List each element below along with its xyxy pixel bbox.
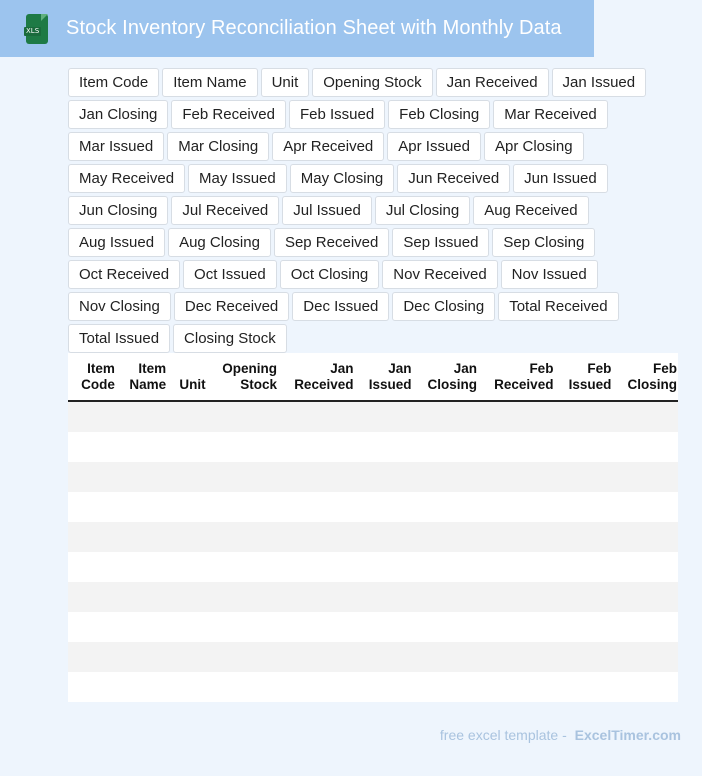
table-row [68, 432, 678, 462]
field-chip-panel [58, 68, 688, 356]
field-chip[interactable]: Jun Issued [513, 164, 608, 193]
table-cell[interactable] [167, 522, 206, 552]
table-cell[interactable] [478, 552, 554, 582]
table-cell[interactable] [167, 432, 206, 462]
column-header-text: Jan [388, 361, 412, 376]
table-cell[interactable] [554, 492, 612, 522]
field-chip[interactable]: Mar Issued [68, 132, 164, 161]
column-header-text: Name [129, 377, 167, 392]
table-cell[interactable] [612, 462, 678, 492]
table-cell[interactable] [207, 612, 278, 642]
field-chip[interactable]: Dec Issued [292, 292, 389, 321]
table-cell[interactable] [412, 462, 478, 492]
table-row [68, 401, 678, 432]
column-header [116, 353, 167, 401]
table-cell[interactable] [68, 462, 116, 492]
table-cell[interactable] [278, 492, 354, 522]
table-cell[interactable] [554, 401, 612, 432]
table-cell[interactable] [207, 401, 278, 432]
table-cell[interactable] [116, 552, 167, 582]
table-cell[interactable] [207, 642, 278, 672]
template-table [68, 353, 678, 702]
table-cell[interactable] [278, 642, 354, 672]
table-cell[interactable] [116, 672, 167, 702]
table-cell[interactable] [278, 432, 354, 462]
table-cell[interactable] [412, 522, 478, 552]
table-cell[interactable] [207, 492, 278, 522]
column-header [478, 353, 554, 401]
table-cell[interactable] [554, 552, 612, 582]
column-header-text: Feb [529, 361, 554, 376]
field-chip[interactable]: Nov Issued [501, 260, 598, 289]
table-cell[interactable] [68, 612, 116, 642]
field-chip[interactable]: Nov Closing [68, 292, 171, 321]
footer-credit [440, 727, 681, 743]
table-cell[interactable] [278, 522, 354, 552]
field-chip[interactable]: Dec Closing [392, 292, 495, 321]
table-cell[interactable] [116, 522, 167, 552]
table-cell[interactable] [612, 522, 678, 552]
table-cell[interactable] [68, 672, 116, 702]
table-cell[interactable] [167, 492, 206, 522]
table-cell[interactable] [167, 672, 206, 702]
table-cell[interactable] [68, 432, 116, 462]
column-header-text: Opening [222, 361, 277, 376]
field-chip[interactable]: Aug Issued [68, 228, 165, 257]
table-cell[interactable] [278, 401, 354, 432]
table-cell[interactable] [478, 462, 554, 492]
column-header-text: Feb [652, 361, 677, 376]
table-cell[interactable] [478, 432, 554, 462]
table-cell[interactable] [207, 432, 278, 462]
table-cell[interactable] [412, 612, 478, 642]
field-chip[interactable]: Mar Closing [167, 132, 269, 161]
table-cell[interactable] [612, 552, 678, 582]
field-chip[interactable]: Apr Received [272, 132, 384, 161]
column-header-text: Received [494, 377, 554, 392]
column-header [354, 353, 412, 401]
field-chip[interactable]: Jan Received [436, 68, 549, 97]
table-cell[interactable] [354, 612, 412, 642]
column-header-text: Jan [453, 361, 477, 376]
field-chip[interactable]: Sep Issued [392, 228, 489, 257]
field-chip[interactable]: Jun Closing [68, 196, 168, 225]
table-row [68, 582, 678, 612]
field-chip[interactable]: Feb Received [171, 100, 286, 129]
table-cell[interactable] [278, 552, 354, 582]
field-chip[interactable]: Jan Issued [552, 68, 647, 97]
column-header [278, 353, 354, 401]
field-chip[interactable]: Unit [261, 68, 310, 97]
table-cell[interactable] [354, 642, 412, 672]
xls-icon-tag: XLS [26, 26, 40, 35]
field-chip[interactable]: Mar Received [493, 100, 608, 129]
column-header-text: Issued [368, 377, 412, 392]
table-cell[interactable] [412, 582, 478, 612]
field-chip[interactable]: May Received [68, 164, 185, 193]
table-cell[interactable] [612, 582, 678, 612]
field-chip[interactable]: Sep Closing [492, 228, 595, 257]
table-cell[interactable] [354, 492, 412, 522]
table-cell[interactable] [278, 462, 354, 492]
table-cell[interactable] [554, 642, 612, 672]
table-cell[interactable] [612, 432, 678, 462]
table-cell[interactable] [612, 492, 678, 522]
field-chip[interactable]: Opening Stock [312, 68, 432, 97]
table-cell[interactable] [354, 522, 412, 552]
field-chip[interactable]: May Closing [290, 164, 395, 193]
table-cell[interactable] [167, 401, 206, 432]
table-cell[interactable] [167, 552, 206, 582]
table-cell[interactable] [478, 612, 554, 642]
table-cell[interactable] [116, 642, 167, 672]
table-cell[interactable] [412, 492, 478, 522]
field-chip[interactable]: Jan Closing [68, 100, 168, 129]
table-row [68, 462, 678, 492]
field-chip[interactable]: May Issued [188, 164, 287, 193]
column-header-text: Feb [587, 361, 612, 376]
column-header [207, 353, 278, 401]
table-cell[interactable] [167, 462, 206, 492]
field-chip[interactable]: Sep Received [274, 228, 389, 257]
table-cell[interactable] [412, 401, 478, 432]
field-chip[interactable]: Oct Closing [280, 260, 380, 289]
table-cell[interactable] [278, 672, 354, 702]
table-cell[interactable] [278, 582, 354, 612]
table-cell[interactable] [554, 462, 612, 492]
column-header-text: Unit [179, 377, 206, 392]
table-cell[interactable] [68, 522, 116, 552]
table-cell[interactable] [207, 462, 278, 492]
column-header [68, 353, 116, 401]
field-chip[interactable]: Jul Closing [375, 196, 470, 225]
table-cell[interactable] [167, 642, 206, 672]
field-chip-list [58, 68, 688, 356]
table-cell[interactable] [207, 522, 278, 552]
column-header-text: Closing [627, 377, 677, 392]
footer-brand-link[interactable]: ExcelTimer.com [574, 727, 681, 743]
table-cell[interactable] [207, 672, 278, 702]
table-cell[interactable] [612, 401, 678, 432]
table-cell[interactable] [478, 642, 554, 672]
table-cell[interactable] [478, 582, 554, 612]
column-header [167, 353, 206, 401]
table-cell[interactable] [612, 672, 678, 702]
table-row [68, 612, 678, 642]
table-cell[interactable] [354, 462, 412, 492]
column-header-text: Jan [330, 361, 354, 376]
table-cell[interactable] [554, 432, 612, 462]
field-chip[interactable]: Jul Received [171, 196, 279, 225]
field-chip[interactable]: Total Received [498, 292, 618, 321]
field-chip[interactable]: Item Code [68, 68, 159, 97]
field-chip[interactable]: Dec Received [174, 292, 289, 321]
table-cell[interactable] [116, 612, 167, 642]
table-row [68, 552, 678, 582]
table-cell[interactable] [354, 552, 412, 582]
field-chip[interactable]: Feb Closing [388, 100, 490, 129]
table-cell[interactable] [478, 492, 554, 522]
field-chip[interactable]: Aug Received [473, 196, 588, 225]
table-cell[interactable] [612, 642, 678, 672]
table-header-row [68, 353, 678, 401]
table-cell[interactable] [116, 432, 167, 462]
footer-prefix: free excel template - [439, 727, 567, 743]
table-cell[interactable] [354, 582, 412, 612]
table-cell[interactable] [68, 552, 116, 582]
table-cell[interactable] [68, 642, 116, 672]
table-cell[interactable] [354, 401, 412, 432]
table-cell[interactable] [354, 672, 412, 702]
table-cell[interactable] [554, 612, 612, 642]
table-row [68, 672, 678, 702]
column-header [412, 353, 478, 401]
table-cell[interactable] [412, 642, 478, 672]
table-row [68, 492, 678, 522]
header-bar [0, 0, 594, 57]
page-title: Stock Inventory Reconciliation Sheet with Monthly Data [66, 17, 562, 39]
column-header-text: Received [294, 377, 354, 392]
field-chip[interactable]: Closing Stock [173, 324, 287, 353]
table-row [68, 642, 678, 672]
column-header-text: Stock [240, 377, 277, 392]
column-header-text: Issued [568, 377, 612, 392]
table-cell[interactable] [554, 582, 612, 612]
table-cell[interactable] [68, 401, 116, 432]
table-cell[interactable] [554, 672, 612, 702]
column-header-text: Item [87, 361, 115, 376]
table-cell[interactable] [116, 492, 167, 522]
xls-file-icon [24, 14, 48, 44]
table-cell[interactable] [207, 552, 278, 582]
field-chip[interactable]: Item Name [162, 68, 257, 97]
table-cell[interactable] [207, 582, 278, 612]
column-header-text: Closing [427, 377, 477, 392]
field-chip[interactable]: Apr Issued [387, 132, 481, 161]
column-header-text: Item [138, 361, 167, 376]
table-cell[interactable] [478, 522, 554, 552]
table-cell[interactable] [554, 522, 612, 552]
field-chip[interactable]: Aug Closing [168, 228, 271, 257]
table-cell[interactable] [412, 432, 478, 462]
table-cell[interactable] [278, 612, 354, 642]
table-cell[interactable] [116, 582, 167, 612]
table-cell[interactable] [68, 492, 116, 522]
column-header [554, 353, 612, 401]
table-cell[interactable] [167, 612, 206, 642]
table-cell[interactable] [116, 401, 167, 432]
field-chip[interactable]: Total Issued [68, 324, 170, 353]
field-chip[interactable]: Oct Received [68, 260, 180, 289]
table-cell[interactable] [167, 582, 206, 612]
table-cell[interactable] [412, 672, 478, 702]
table-cell[interactable] [116, 462, 167, 492]
table-cell[interactable] [412, 552, 478, 582]
table-cell[interactable] [478, 401, 554, 432]
table-cell[interactable] [612, 612, 678, 642]
field-chip[interactable]: Feb Issued [289, 100, 385, 129]
column-header-text: Code [81, 377, 115, 392]
column-header [612, 353, 678, 401]
table-cell[interactable] [354, 432, 412, 462]
table-row [68, 522, 678, 552]
field-chip[interactable]: Oct Issued [183, 260, 277, 289]
field-chip[interactable]: Nov Received [382, 260, 497, 289]
field-chip[interactable]: Jul Issued [282, 196, 372, 225]
table-cell[interactable] [478, 672, 554, 702]
field-chip[interactable]: Jun Received [397, 164, 510, 193]
field-chip[interactable]: Apr Closing [484, 132, 584, 161]
table-cell[interactable] [68, 582, 116, 612]
